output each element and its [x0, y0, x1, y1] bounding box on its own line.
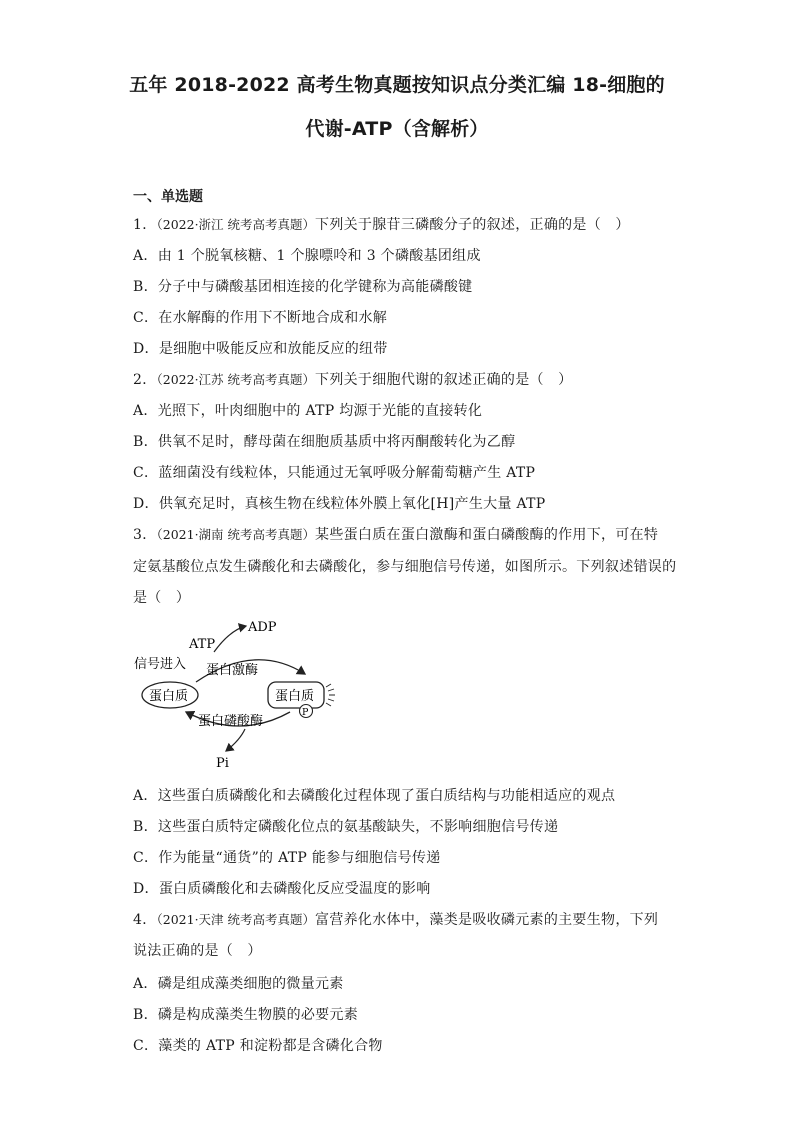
- question-text: 下列关于腺苷三磷酸分子的叙述，正确的是（ ）: [315, 217, 630, 233]
- q1-option-d: D．是细胞中吸能反应和放能反应的纽带: [133, 341, 388, 357]
- q3-option-c: C．作为能量“通货”的 ATP 能参与细胞信号传递: [133, 850, 441, 866]
- question-number: 3．: [133, 527, 157, 543]
- atp-to-adp-arrow: [214, 626, 246, 652]
- q3-option-b: B．这些蛋白质特定磷酸化位点的氨基酸缺失，不影响细胞信号传递: [133, 819, 559, 835]
- question-number: 4．: [133, 912, 157, 928]
- question-number: 2．: [133, 372, 157, 388]
- q4-option-a: A．磷是组成藻类细胞的微量元素: [133, 976, 344, 992]
- question-4-stem-line-1: [133, 909, 658, 929]
- signal-in-label: 信号进入: [134, 657, 187, 672]
- question-number: 1．: [133, 217, 157, 233]
- question-source: （2022·江苏 统考高考真题）: [156, 372, 316, 387]
- question-3-stem-line-1: [133, 524, 658, 544]
- q4-option-c: C．藻类的 ATP 和淀粉都是含磷化合物: [133, 1038, 383, 1054]
- adp-label: ADP: [248, 620, 277, 635]
- question-1-stem: [133, 214, 630, 234]
- pi-release-arrow: [226, 729, 245, 751]
- q2-option-a: A．光照下，叶肉细胞中的 ATP 均源于光能的直接转化: [133, 403, 483, 419]
- question-3-stem-line-2: 定氨基酸位点发生磷酸化和去磷酸化，参与细胞信号传递，如图所示。下列叙述错误的: [133, 559, 677, 575]
- p-label: P: [302, 707, 309, 718]
- question-source: （2022·浙江 统考高考真题）: [156, 217, 316, 232]
- activity-rays-icon: [326, 684, 335, 706]
- q1-option-b: B．分子中与磷酸基团相连接的化学键称为高能磷酸键: [133, 279, 473, 295]
- q1-option-c: C．在水解酶的作用下不断地合成和水解: [133, 310, 388, 326]
- q3-option-a: A．这些蛋白质磷酸化和去磷酸化过程体现了蛋白质结构与功能相适应的观点: [133, 788, 616, 804]
- question-source: （2021·天津 统考高考真题）: [156, 912, 316, 927]
- q2-option-d: D．供氧充足时，真核生物在线粒体外膜上氧化[H]产生大量 ATP: [133, 496, 546, 512]
- section-heading: 一、单选题: [133, 189, 203, 205]
- pi-label: Pi: [216, 756, 229, 771]
- q4-option-b: B．磷是构成藻类生物膜的必要元素: [133, 1007, 359, 1023]
- question-text: 富营养化水体中，藻类是吸收磷元素的主要生物，下列: [315, 912, 659, 928]
- question-2-stem: [133, 369, 572, 389]
- question-4-stem-line-2: 说法正确的是（ ）: [133, 943, 262, 959]
- q2-option-c: C．蓝细菌没有线粒体，只能通过无氧呼吸分解葡萄糖产生 ATP: [133, 465, 536, 481]
- q3-option-d: D．蛋白质磷酸化和去磷酸化反应受温度的影响: [133, 881, 431, 897]
- protein-right-label: 蛋白质: [275, 689, 315, 704]
- question-3-stem-line-3: 是（ ）: [133, 590, 191, 606]
- question-text: 下列关于细胞代谢的叙述正确的是（ ）: [315, 372, 573, 388]
- question-text: 某些蛋白质在蛋白激酶和蛋白磷酸酶的作用下，可在特: [315, 527, 659, 543]
- kinase-label: 蛋白激酶: [206, 663, 259, 678]
- q2-option-b: B．供氧不足时，酵母菌在细胞质基质中将丙酮酸转化为乙醇: [133, 434, 516, 450]
- phosphatase-label: 蛋白磷酸酶: [198, 714, 264, 729]
- question-source: （2021·湖南 统考高考真题）: [156, 527, 316, 542]
- document-title-line-2: 代谢-ATP（含解析）: [305, 118, 489, 140]
- document-title-line-1: 五年 2018-2022 高考生物真题按知识点分类汇编 18-细胞的: [129, 74, 665, 96]
- protein-left-label: 蛋白质: [149, 689, 189, 704]
- phosphorylation-cycle-diagram: [130, 612, 370, 772]
- atp-label: ATP: [189, 637, 216, 652]
- q1-option-a: A．由 1 个脱氧核糖、1 个腺嘌呤和 3 个磷酸基团组成: [133, 248, 481, 264]
